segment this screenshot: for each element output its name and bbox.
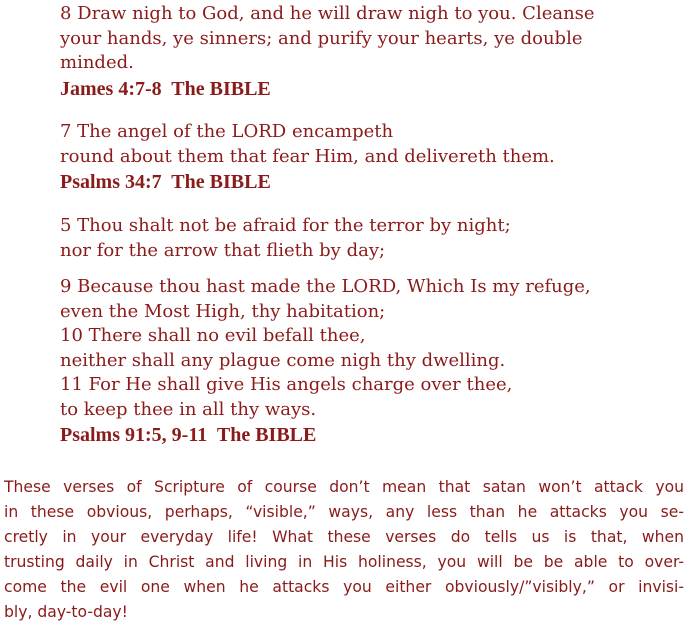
verse-reference: Psalms 34:7 The BIBLE [60,171,271,193]
verse-line: 8 Draw nigh to God, and he will draw nigh to you. Cleanse [60,3,595,24]
verse-line: 10 There shall no evil befall thee, [60,325,366,346]
commentary-line: in these obvious, perhaps, “visible,” ways, any less than he attacks you se- [4,503,684,521]
verse-line: 5 Thou shalt not be afraid for the terror by night; [60,215,511,236]
commentary-line: cretly in your everyday life! What these verses do tells us is that, when [4,528,684,546]
verse-block-james [60,2,595,102]
verse-line: to keep thee in all thy ways. [60,398,317,420]
verse-line: even the Most High, thy habitation; [60,300,386,322]
verse-block-psalms-91-5 [60,214,511,263]
verse-line: nor for the arrow that flieth by day; [60,239,386,261]
commentary-line: trusting daily in Christ and living in His holiness, you will be be able to over- [4,553,684,571]
verse-line: round about them that fear Him, and delivereth them. [60,145,555,167]
commentary-line: These verses of Scripture of course don’t mean that satan won’t attack you [4,478,684,496]
verse-line: minded. [60,52,134,73]
verse-line: 7 The angel of the LORD encampeth [60,121,394,142]
commentary-line: bly, day-to-day! [4,603,128,621]
verse-line: 11 For He shall give His angels charge over thee, [60,374,513,395]
commentary-paragraph [4,475,684,625]
commentary-line: come the evil one when he attacks you either obviously/”visibly,” or invisi- [4,578,684,596]
verse-block-psalms-91-9-11 [60,275,591,448]
verse-line: 9 Because thou hast made the LORD, Which Is my refuge, [60,276,591,297]
verse-line: neither shall any plague come nigh thy dwelling. [60,349,506,371]
verse-line: your hands, ye sinners; and purify your hearts, ye double [60,27,583,49]
verse-reference: Psalms 91:5, 9-11 The BIBLE [60,424,317,446]
verse-block-psalms-34 [60,120,555,195]
verse-reference: James 4:7-8 The BIBLE [60,77,271,100]
